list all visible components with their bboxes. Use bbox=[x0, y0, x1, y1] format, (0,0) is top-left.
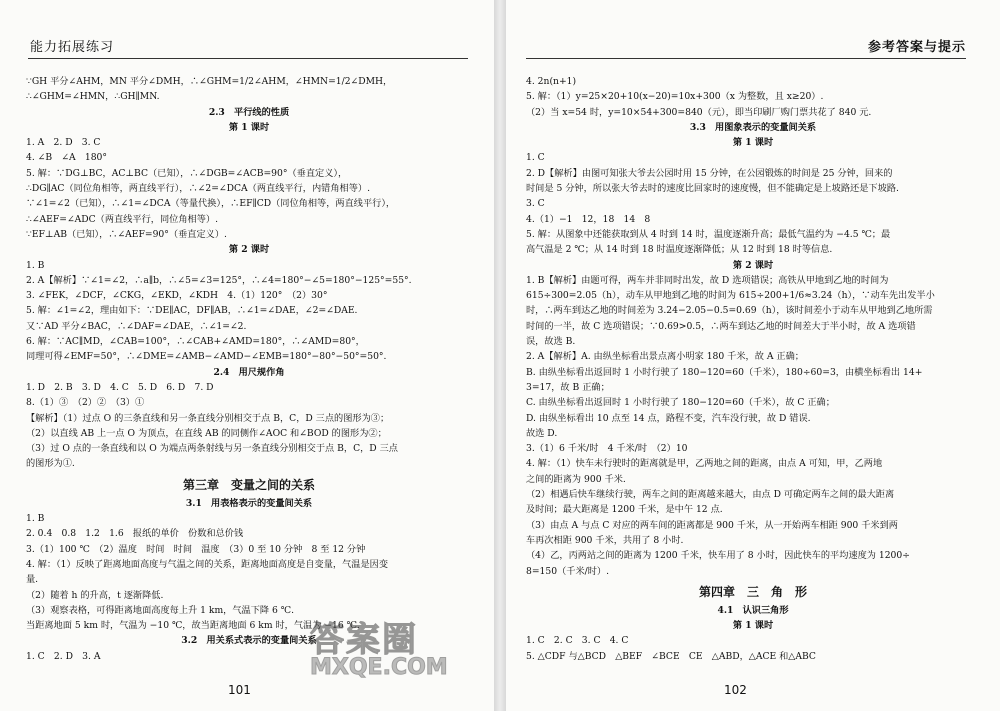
left-text-line: 4. ∠B ∠A 180° bbox=[26, 152, 107, 164]
left-text-line: 1. B bbox=[26, 513, 45, 525]
left-text-line: 3.2 用关系式表示的变量间关系 bbox=[181, 635, 317, 647]
right-text-line: 5. 解：从图象中还能获取到从 4 时到 14 时，温度逐渐升高；最低气温约为 −4.5 ℃；最 bbox=[526, 228, 891, 240]
right-text-line: 故选 D. bbox=[526, 427, 558, 439]
right-text-line: 2. A【解析】A. 由纵坐标看出景点离小明家 180 千米，故 A 正确； bbox=[526, 351, 804, 363]
left-text-line: 第 2 课时 bbox=[228, 244, 270, 256]
left-text-line: 4. 解：（1）反映了距离地面高度与气温之间的关系，距离地面高度是自变量，气温是因变 bbox=[26, 558, 389, 570]
left-header-rule bbox=[28, 58, 468, 59]
left-text-line: 6. 解：∵AC∥MD，∠CAB=100°，∴∠CAB+∠AMD=180°，∴∠AMD=80°， bbox=[26, 336, 365, 348]
right-text-line: 4.1 认识三角形 bbox=[717, 604, 789, 616]
right-text-line: 5. 解：（1）y=25×20+10(x−20)=10x+300（x 为整数，且 x≥20）. bbox=[526, 91, 824, 103]
left-text-line: 第三章 变量之间的关系 bbox=[182, 477, 315, 492]
watermark-text: 答案圈 bbox=[310, 620, 418, 660]
right-text-line: （3）由点 A 与点 C 对应的两车间的距离都是 900 千米，从一开始两车相距 900 千米到两 bbox=[526, 519, 898, 531]
left-text-line: （2）随着 h 的升高，t 逐渐降低. bbox=[26, 589, 164, 601]
right-text-line: 高气温是 2 ℃；从 14 时到 18 时温度逐渐降低；从 12 时到 18 时等信息. bbox=[526, 244, 833, 256]
left-text-line: ∵EF⊥AB（已知），∴∠AEF=90°（垂直定义）. bbox=[26, 228, 227, 240]
left-text-line: 2. A【解析】∵∠1=∠2，∴a∥b，∴∠5=∠3=125°，∴∠4=180°−∠5=180°−125°=55°. bbox=[26, 274, 412, 286]
right-text-line: 时间的一半，故 C 选项错误；∵0.69>0.5，∴两车到达乙地的时间差大于半小时，故 A 选项错 bbox=[526, 320, 916, 332]
left-text-line: 5. 解：∠1=∠2，理由如下：∵DE∥AC，DF∥AB，∴∠1=∠DAE，∠2=∠DAE. bbox=[26, 305, 358, 317]
right-text-line: 615÷300=2.05（h），动车从甲地到乙地的时间为 615÷200+1/6≈3.24（h），∵动车先出发半小 bbox=[526, 290, 935, 302]
right-text-line: 4.（1）−1 12，18 14 8 bbox=[526, 213, 651, 225]
watermark-url: MXQE.COM bbox=[310, 655, 448, 680]
left-text-line: ∴DG∥AC（同位角相等，两直线平行），∴∠2=∠DCA（两直线平行，内错角相等）. bbox=[26, 183, 370, 195]
right-text-line: 3=17，故 B 正确； bbox=[526, 381, 610, 393]
right-text-line: D. 由纵坐标看出 10 点至 14 点，路程不变，汽车没行驶，故 D 错误. bbox=[526, 412, 811, 424]
left-text-line: 1. B bbox=[26, 259, 45, 271]
left-text-line: ∴∠GHM=∠HMN，∴GH∥MN. bbox=[26, 91, 160, 103]
right-text-line: 1. C 2. C 3. C 4. C bbox=[526, 635, 629, 647]
right-text-line: （2）当 x=54 时，y=10×54+300=840（元），即当印刷厂购门票共花了 840 元. bbox=[526, 106, 872, 118]
left-text-line: 2.4 用尺规作角 bbox=[213, 366, 285, 378]
watermark-logo bbox=[310, 612, 490, 702]
left-text-line: 当距离地面 5 km 时，气温为 −10 ℃，故当距离地面 6 km 时，气温为 −16 ℃. bbox=[26, 620, 360, 632]
left-text-line: 量. bbox=[26, 574, 39, 586]
left-text-line: （3）观察表格，可得距离地面高度每上升 1 km，气温下降 6 ℃. bbox=[26, 604, 295, 616]
right-header-rule bbox=[526, 58, 966, 59]
left-text-line: （2）以直线 AB 上一点 O 为顶点，在直线 AB 的同侧作∠AOC 和∠BOD 的图形为②； bbox=[26, 427, 387, 439]
left-text-line: 8.（1）③ （2）② （3）① bbox=[26, 397, 145, 409]
left-text-column bbox=[26, 74, 472, 664]
right-text-line: 1. B【解析】由题可得，两车并非同时出发，故 D 选项错误；高铁从甲地到乙地的时间为 bbox=[526, 274, 889, 286]
left-text-line: 3. ∠FEK，∠DCF，∠CKG，∠EKD，∠KDH 4.（1）120° （2）30° bbox=[26, 290, 328, 302]
right-text-line: 2. D【解析】由图可知张大爷去公园时用 15 分钟，在公园锻炼的时间是 25 分钟，回来的 bbox=[526, 167, 893, 179]
left-text-line: 1. D 2. B 3. D 4. C 5. D 6. D 7. D bbox=[26, 381, 214, 393]
left-text-line: ∵GH 平分∠AHM，MN 平分∠DMH，∴∠GHM=1/2∠AHM，∠HMN=1/2∠DMH， bbox=[26, 76, 393, 87]
right-page-number: 102 bbox=[724, 683, 747, 697]
left-page bbox=[0, 0, 494, 711]
left-text-line: 【解析】（1）过点 O 的三条直线和另一条直线分别相交于点 B，C，D 三点的图形为③； bbox=[26, 412, 390, 424]
left-text-line: 1. A 2. D 3. C bbox=[26, 137, 101, 149]
right-text-line: 时间是 5 分钟，所以张大爷去时的速度比回家时的速度慢，但不能确定是上坡路还是下坡路. bbox=[526, 183, 899, 195]
left-header: 能力拓展练习 bbox=[30, 40, 115, 55]
left-text-line: ∴∠AEF=∠ADC（两直线平行，同位角相等）. bbox=[26, 213, 219, 225]
right-text-line: 第 2 课时 bbox=[732, 259, 774, 271]
right-text-line: 3.（1）6 千米/时 4 千米/时 （2）10 bbox=[526, 443, 688, 455]
left-text-line: 3.（1）100 ℃ （2）温度 时间 时间 温度 （3）0 至 10 分钟 8 至 12 分钟 bbox=[26, 543, 366, 555]
left-text-line: 又∵AD 平分∠BAC，∴∠DAF=∠DAE，∴∠1=∠2. bbox=[26, 320, 247, 332]
left-page-number: 101 bbox=[228, 683, 251, 697]
right-text-line: 5. △CDF 与△BCD △BEF ∠BCE CE △ABD，△ACE 和△ABC bbox=[526, 650, 816, 662]
right-text-line: 第四章 三 角 形 bbox=[698, 584, 807, 599]
right-text-line: B. 由纵坐标看出返回时 1 小时行驶了 180−120=60（千米），180÷60=3，由横坐标看出 14+ bbox=[526, 366, 923, 378]
right-text-line: 4. 解：（1）快车未行驶时的距离就是甲，乙两地之间的距离，由点 A 可知，甲，乙两地 bbox=[526, 458, 883, 470]
left-text-line: ∵∠1=∠2（已知），∴∠1=∠DCA（等量代换），∴EF∥CD（同位角相等，两直线平行）， bbox=[26, 198, 396, 210]
right-text-line: 及时间；最大距离是 1200 千米，是中午 12 点. bbox=[526, 504, 723, 516]
right-text-line: 之间的距离为 900 千米. bbox=[526, 473, 626, 485]
right-text-line: 第 1 课时 bbox=[732, 620, 774, 632]
right-text-line: 3.3 用图象表示的变量间关系 bbox=[689, 121, 817, 133]
right-text-line: 第 1 课时 bbox=[732, 137, 774, 149]
left-text-line: 1. C 2. D 3. A bbox=[26, 650, 101, 662]
left-text-line: （3）过 O 点的一条直线和以 O 为端点两条射线与另一条直线分别相交于点 B，C，D 三点 bbox=[26, 443, 398, 455]
right-text-line: 1. C bbox=[526, 152, 545, 164]
right-text-line: C. 由纵坐标看出返回时 1 小时行驶了 180−120=60（千米），故 C 正确； bbox=[526, 397, 835, 409]
right-text-line: （2）相遇后快车继续行驶，两车之间的距离越来越大，由点 D 可确定两车之间的最大距离 bbox=[526, 489, 895, 501]
right-text-line: 时，∴两车到达乙地的时间差为 3.24−2.05−0.5=0.69（h），该时间差小于动车从甲地到乙地所需 bbox=[526, 305, 933, 317]
right-header: 参考答案与提示 bbox=[867, 40, 966, 55]
left-text-line: 的图形为①. bbox=[26, 458, 75, 470]
right-text-line: 误，故选 B. bbox=[526, 336, 576, 348]
right-text-column bbox=[526, 74, 980, 664]
right-text-line: 车再次相距 900 千米，共用了 8 小时. bbox=[526, 534, 684, 546]
right-text-line: （4）乙，丙两站之间的距离为 1200 千米，快车用了 8 小时，因此快车的平均速度为 1200÷ bbox=[526, 550, 910, 562]
right-text-line: 8=150（千米/时）. bbox=[526, 565, 610, 577]
right-text-line: 3. C bbox=[526, 198, 545, 210]
left-text-line: 第 1 课时 bbox=[228, 121, 270, 133]
left-text-line: 同理可得∠EMF=50°，∴∠DME=∠AMB−∠AMD−∠EMB=180°−80°−50°=50°. bbox=[26, 351, 387, 363]
left-text-line: 2. 0.4 0.8 1.2 1.6 报纸的单价 份数和总价钱 bbox=[26, 528, 244, 540]
left-text-line: 2.3 平行线的性质 bbox=[208, 106, 290, 118]
right-text-line: 4. 2n(n+1) bbox=[526, 76, 577, 87]
left-text-line: 5. 解：∵DG⊥BC，AC⊥BC（已知），∴∠DGB=∠ACB=90°（垂直定义）， bbox=[26, 167, 348, 179]
book-gutter bbox=[494, 0, 506, 711]
left-text-line: 3.1 用表格表示的变量间关系 bbox=[185, 497, 313, 509]
right-page bbox=[506, 0, 1000, 711]
